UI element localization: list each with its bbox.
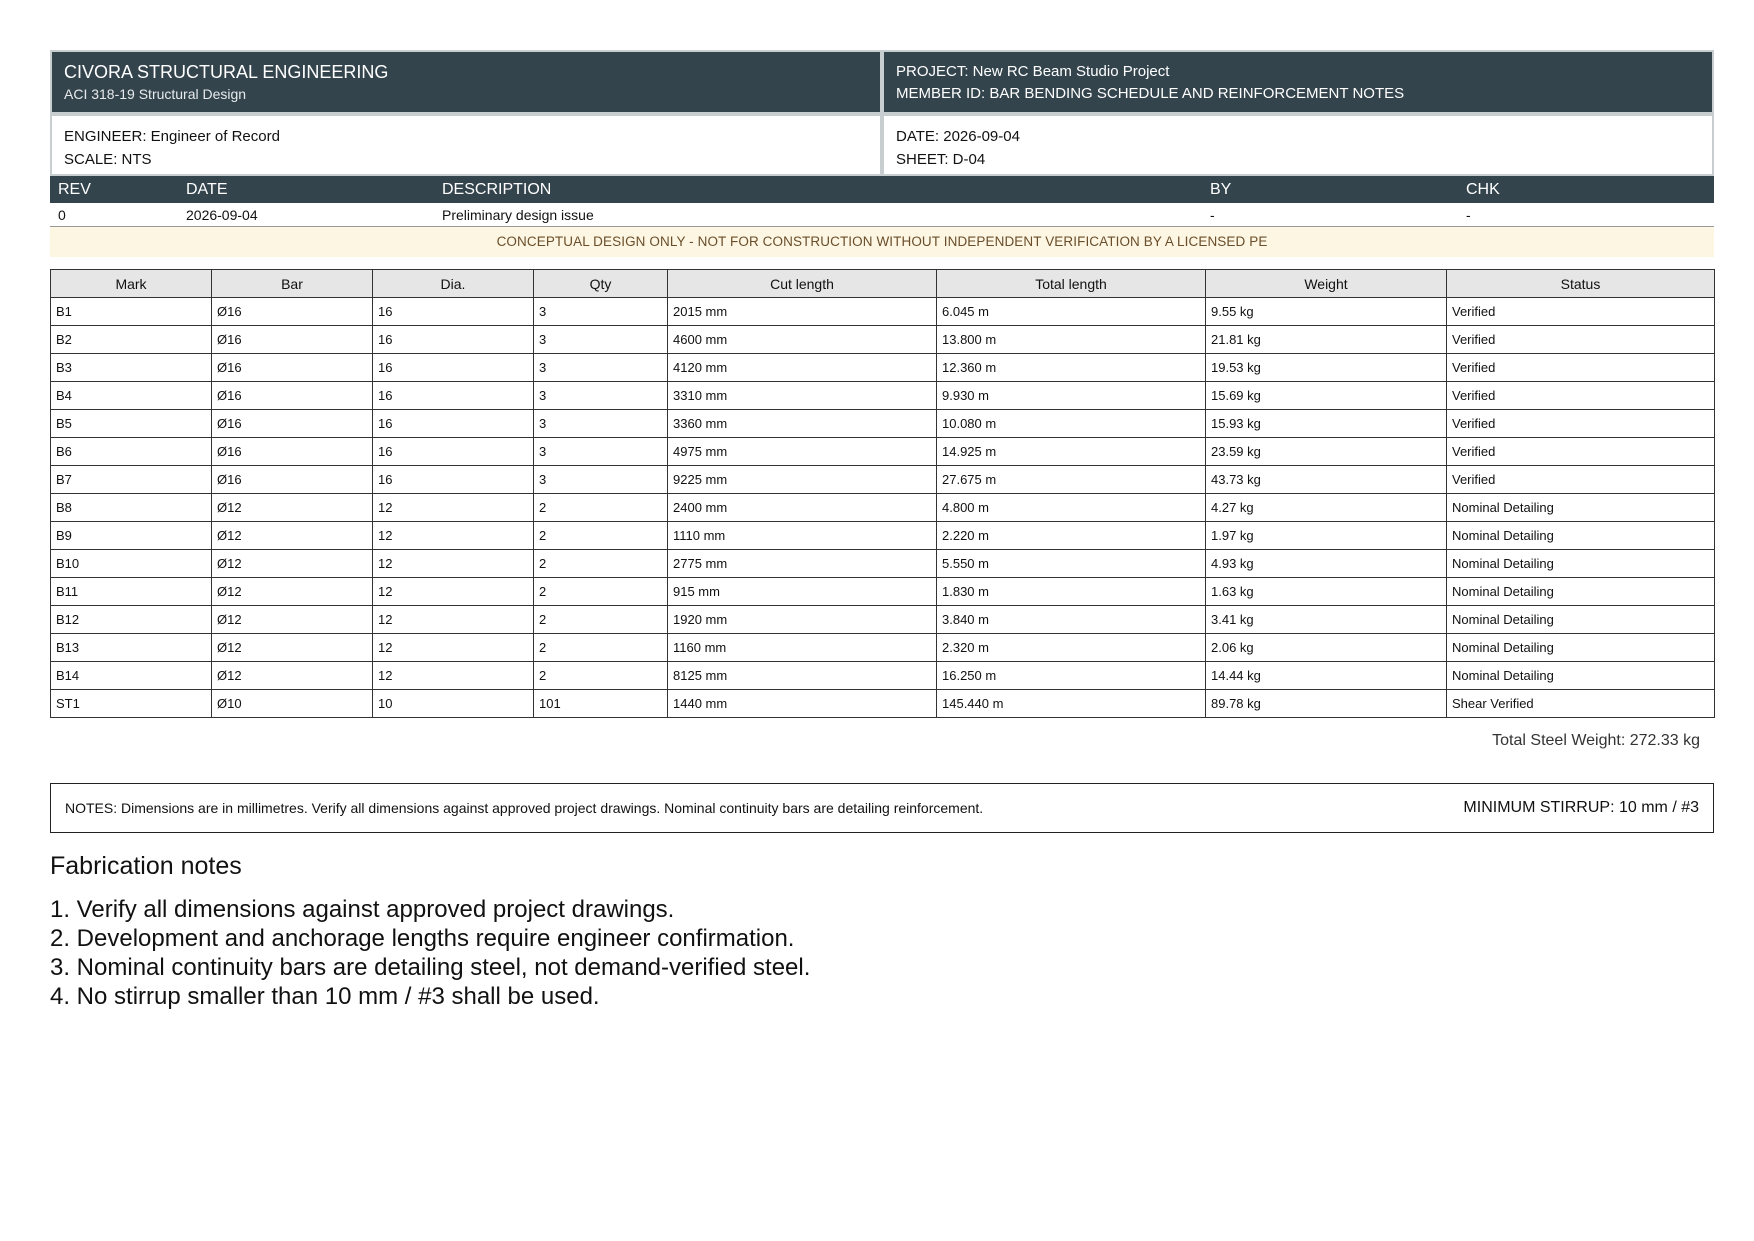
bar-type: Ø12 [212, 662, 373, 690]
cut-length: 2775 mm [668, 550, 937, 578]
total-length: 2.220 m [937, 522, 1206, 550]
bar-mark: B5 [51, 410, 212, 438]
cut-length: 1160 mm [668, 634, 937, 662]
table-row [51, 298, 1715, 326]
bar-status: Verified [1447, 466, 1715, 494]
bar-mark: B12 [51, 606, 212, 634]
scale: SCALE: NTS [64, 151, 152, 168]
issue-date: DATE: 2026-09-04 [896, 128, 1020, 145]
bar-diameter: 12 [373, 634, 534, 662]
bar-mark: B7 [51, 466, 212, 494]
bar-diameter: 16 [373, 466, 534, 494]
bar-weight: 4.93 kg [1206, 550, 1447, 578]
table-row [51, 438, 1715, 466]
table-row [51, 354, 1715, 382]
cut-length: 9225 mm [668, 466, 937, 494]
bar-weight: 23.59 kg [1206, 438, 1447, 466]
bar-weight: 3.41 kg [1206, 606, 1447, 634]
by-col-header: BY [1202, 176, 1458, 203]
bar-quantity: 101 [534, 690, 668, 718]
bar-diameter: 16 [373, 326, 534, 354]
bar-status: Shear Verified [1447, 690, 1715, 718]
total-steel-weight: Total Steel Weight: 272.33 kg [1492, 732, 1700, 749]
bar-type: Ø12 [212, 550, 373, 578]
bar-weight: 21.81 kg [1206, 326, 1447, 354]
bar-status: Verified [1447, 410, 1715, 438]
table-row [51, 382, 1715, 410]
bar-mark: ST1 [51, 690, 212, 718]
revision-table [50, 176, 1714, 227]
bar-diameter: 12 [373, 578, 534, 606]
table-row [51, 550, 1715, 578]
bar-diameter: 12 [373, 550, 534, 578]
bar-weight: 15.69 kg [1206, 382, 1447, 410]
cut-length-col-header: Cut length [668, 270, 937, 298]
bar-col-header: Bar [212, 270, 373, 298]
qty-col-header: Qty [534, 270, 668, 298]
company-name: CIVORA STRUCTURAL ENGINEERING [64, 62, 389, 82]
bar-diameter: 16 [373, 382, 534, 410]
total-length: 3.840 m [937, 606, 1206, 634]
bar-mark: B4 [51, 382, 212, 410]
bar-weight: 1.97 kg [1206, 522, 1447, 550]
title-block-bottom [50, 114, 1714, 176]
total-length: 5.550 m [937, 550, 1206, 578]
bar-quantity: 3 [534, 298, 668, 326]
bar-type: Ø12 [212, 522, 373, 550]
cut-length: 8125 mm [668, 662, 937, 690]
table-row [51, 634, 1715, 662]
total-length: 12.360 m [937, 354, 1206, 382]
cut-length: 2400 mm [668, 494, 937, 522]
total-length: 27.675 m [937, 466, 1206, 494]
table-row [51, 662, 1715, 690]
bar-status: Nominal Detailing [1447, 494, 1715, 522]
bar-weight: 14.44 kg [1206, 662, 1447, 690]
cut-length: 1920 mm [668, 606, 937, 634]
bar-status: Verified [1447, 326, 1715, 354]
bar-diameter: 12 [373, 606, 534, 634]
bar-weight: 15.93 kg [1206, 410, 1447, 438]
disclaimer-banner: CONCEPTUAL DESIGN ONLY - NOT FOR CONSTRUCTION WITHOUT INDEPENDENT VERIFICATION BY A LICENSED PE [50, 227, 1714, 257]
table-row [51, 690, 1715, 718]
bar-status: Nominal Detailing [1447, 662, 1715, 690]
bar-mark: B1 [51, 298, 212, 326]
bar-mark: B6 [51, 438, 212, 466]
bar-diameter: 12 [373, 522, 534, 550]
rev-by: - [1202, 203, 1458, 227]
cut-length: 4600 mm [668, 326, 937, 354]
rev-number: 0 [50, 203, 178, 227]
bar-weight: 1.63 kg [1206, 578, 1447, 606]
bar-type: Ø16 [212, 410, 373, 438]
bar-status: Verified [1447, 298, 1715, 326]
description-col-header: DESCRIPTION [434, 176, 1202, 203]
table-row [51, 522, 1715, 550]
mark-col-header: Mark [51, 270, 212, 298]
cut-length: 4975 mm [668, 438, 937, 466]
bar-weight: 43.73 kg [1206, 466, 1447, 494]
date-col-header: DATE [178, 176, 434, 203]
bar-type: Ø16 [212, 354, 373, 382]
fabrication-notes-title: Fabrication notes [50, 852, 242, 880]
bar-quantity: 3 [534, 354, 668, 382]
bar-status: Nominal Detailing [1447, 550, 1715, 578]
bar-diameter: 16 [373, 354, 534, 382]
bar-type: Ø10 [212, 690, 373, 718]
total-length: 2.320 m [937, 634, 1206, 662]
total-length: 9.930 m [937, 382, 1206, 410]
minimum-stirrup: MINIMUM STIRRUP: 10 mm / #3 [1463, 799, 1699, 816]
bar-type: Ø12 [212, 634, 373, 662]
chk-col-header: CHK [1458, 176, 1714, 203]
bar-diameter: 16 [373, 298, 534, 326]
title-block-top [50, 50, 1714, 114]
bar-quantity: 3 [534, 438, 668, 466]
table-row [51, 410, 1715, 438]
bar-schedule-table [50, 269, 1715, 718]
total-length: 13.800 m [937, 326, 1206, 354]
bar-type: Ø12 [212, 494, 373, 522]
bar-weight: 4.27 kg [1206, 494, 1447, 522]
bar-diameter: 16 [373, 438, 534, 466]
bar-type: Ø16 [212, 466, 373, 494]
table-row [51, 326, 1715, 354]
bar-status: Verified [1447, 382, 1715, 410]
date-cell [882, 114, 1714, 176]
rev-description: Preliminary design issue [434, 203, 1202, 227]
cut-length: 1110 mm [668, 522, 937, 550]
design-standard: ACI 318-19 Structural Design [64, 86, 247, 102]
bar-quantity: 2 [534, 522, 668, 550]
bar-mark: B11 [51, 578, 212, 606]
cut-length: 2015 mm [668, 298, 937, 326]
bar-mark: B14 [51, 662, 212, 690]
bar-type: Ø16 [212, 298, 373, 326]
member-id: MEMBER ID: BAR BENDING SCHEDULE AND REINFORCEMENT NOTES [896, 85, 1405, 102]
bar-weight: 89.78 kg [1206, 690, 1447, 718]
table-row [51, 466, 1715, 494]
general-notes: NOTES: Dimensions are in millimetres. Verify all dimensions against approved project drawings. Nominal continuity bars are detailing reinforcement. [65, 800, 984, 816]
bar-weight: 9.55 kg [1206, 298, 1447, 326]
cut-length: 1440 mm [668, 690, 937, 718]
bar-weight: 2.06 kg [1206, 634, 1447, 662]
bar-status: Verified [1447, 354, 1715, 382]
schedule-header-row [51, 270, 1715, 298]
bar-quantity: 2 [534, 494, 668, 522]
total-length: 145.440 m [937, 690, 1206, 718]
drawing-sheet [50, 50, 1714, 1011]
bar-type: Ø16 [212, 438, 373, 466]
fabrication-note: 1. Verify all dimensions against approved project drawings. [50, 896, 675, 923]
fabrication-note: 3. Nominal continuity bars are detailing steel, not demand-verified steel. [50, 954, 811, 981]
schedule-body [51, 298, 1715, 718]
bar-quantity: 3 [534, 326, 668, 354]
bar-diameter: 12 [373, 494, 534, 522]
bar-quantity: 3 [534, 466, 668, 494]
bar-quantity: 2 [534, 550, 668, 578]
bar-status: Nominal Detailing [1447, 634, 1715, 662]
table-row [51, 606, 1715, 634]
bar-quantity: 2 [534, 606, 668, 634]
bar-type: Ø16 [212, 326, 373, 354]
bar-type: Ø12 [212, 578, 373, 606]
fabrication-note: 2. Development and anchorage lengths require engineer confirmation. [50, 925, 795, 952]
bar-quantity: 2 [534, 662, 668, 690]
bar-mark: B2 [51, 326, 212, 354]
rev-col-header: REV [50, 176, 178, 203]
bar-status: Nominal Detailing [1447, 578, 1715, 606]
bar-diameter: 16 [373, 410, 534, 438]
table-row [51, 494, 1715, 522]
bar-diameter: 10 [373, 690, 534, 718]
bar-mark: B8 [51, 494, 212, 522]
weight-col-header: Weight [1206, 270, 1447, 298]
total-length: 6.045 m [937, 298, 1206, 326]
bar-quantity: 3 [534, 410, 668, 438]
fabrication-note: 4. No stirrup smaller than 10 mm / #3 shall be used. [50, 983, 600, 1010]
bar-type: Ø12 [212, 606, 373, 634]
notes-box [50, 783, 1714, 833]
sheet-number: SHEET: D-04 [896, 151, 986, 168]
total-length: 1.830 m [937, 578, 1206, 606]
rev-date: 2026-09-04 [178, 203, 434, 227]
revision-row [50, 203, 1714, 227]
cut-length: 3360 mm [668, 410, 937, 438]
engineer: ENGINEER: Engineer of Record [64, 128, 280, 145]
bar-mark: B9 [51, 522, 212, 550]
total-length: 4.800 m [937, 494, 1206, 522]
bar-quantity: 2 [534, 634, 668, 662]
bar-mark: B3 [51, 354, 212, 382]
bar-status: Verified [1447, 438, 1715, 466]
cut-length: 3310 mm [668, 382, 937, 410]
table-row [51, 578, 1715, 606]
fabrication-notes-list [50, 895, 1714, 1011]
total-length: 14.925 m [937, 438, 1206, 466]
cut-length: 915 mm [668, 578, 937, 606]
cut-length: 4120 mm [668, 354, 937, 382]
total-length-col-header: Total length [937, 270, 1206, 298]
project-name: PROJECT: New RC Beam Studio Project [896, 63, 1170, 80]
bar-type: Ø16 [212, 382, 373, 410]
revision-header-row [50, 176, 1714, 203]
bar-status: Nominal Detailing [1447, 522, 1715, 550]
rev-chk: - [1458, 203, 1714, 227]
bar-quantity: 2 [534, 578, 668, 606]
project-cell [882, 50, 1714, 114]
total-length: 10.080 m [937, 410, 1206, 438]
status-col-header: Status [1447, 270, 1715, 298]
bar-mark: B13 [51, 634, 212, 662]
bar-diameter: 12 [373, 662, 534, 690]
company-cell [50, 50, 882, 114]
bar-weight: 19.53 kg [1206, 354, 1447, 382]
total-length: 16.250 m [937, 662, 1206, 690]
bar-mark: B10 [51, 550, 212, 578]
bar-status: Nominal Detailing [1447, 606, 1715, 634]
dia-col-header: Dia. [373, 270, 534, 298]
bar-quantity: 3 [534, 382, 668, 410]
engineer-cell [50, 114, 882, 176]
